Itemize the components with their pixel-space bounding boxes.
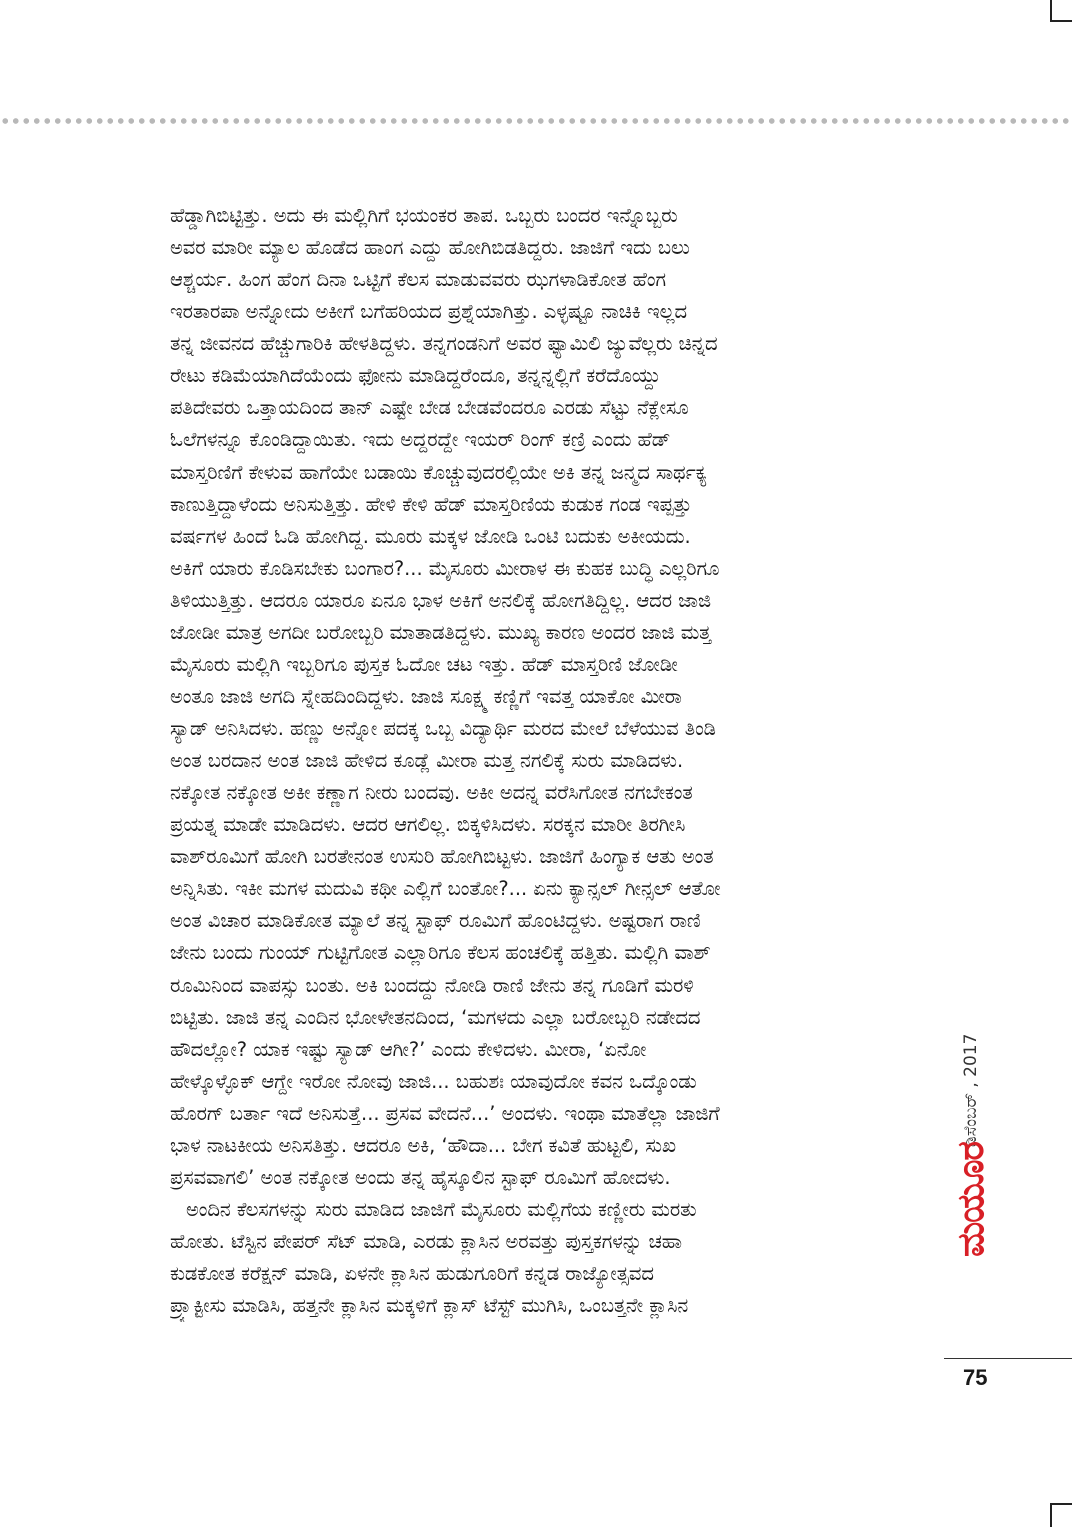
article-line: ಹೊರಗ್ ಬರ್ತಾ ಇದೆ ಅನಿಸುತ್ತೆ... ಪ್ರಸವ ವೇದನೆ...’ ಅಂದಳು. ಇಂಥಾ ಮಾತೆಲ್ಲಾ ಜಾಜಿಗೆ — [170, 1101, 720, 1125]
article-line: ಮೈಸೂರು ಮಲ್ಲಿಗಿ ಇಬ್ಬರಿಗೂ ಪುಸ್ತಕ ಓದೋ ಚಟ ಇತ್ತು. ಹೆಡ್ ಮಾಸ್ತರಿಣಿ ಜೋಡೀ — [170, 652, 678, 676]
article-line: ತಿಳಿಯುತ್ತಿತ್ತು. ಆದರೂ ಯಾರೂ ಏನೂ ಭಾಳ ಅಕಿಗೆ ಅನಲಿಕ್ಕೆ ಹೋಗತಿದ್ದಿಲ್ಲ. ಆದರ ಜಾಜಿ — [170, 588, 712, 612]
article-line: ರೇಟು ಕಡಿಮೆಯಾಗಿದೆಯೆಂದು ಫೋನು ಮಾಡಿದ್ದರೆಂದೂ, ತನ್ನನ್ನಲ್ಲಿಗೆ ಕರೆದೊಯ್ದು — [170, 364, 661, 388]
article-line: ಪ್ರಸವವಾಗಲಿ’ ಅಂತ ನಕ್ಕೋತ ಅಂದು ತನ್ನ ಹೈಸ್ಕೂಲಿನ ಸ್ಟಾಫ್ ರೂಮಿಗೆ ಹೋದಳು. — [170, 1165, 671, 1189]
article-line: ಹೆಡ್ಡಾಗಿಬಿಟ್ಟಿತ್ತು. ಅದು ಈ ಮಲ್ಲಿಗಿಗೆ ಭಯಂಕರ ತಾಪ. ಒಬ್ಬರು ಬಂದರ ಇನ್ನೊಬ್ಬರು — [170, 204, 678, 227]
issue-date: ಡಿಸೆಂಬರ್ , 2017 — [961, 1033, 981, 1147]
article-line: ರೂಮಿನಿಂದ ವಾಪಸ್ಸು ಬಂತು. ಅಕಿ ಬಂದದ್ದು ನೋಡಿ ರಾಣಿ ಜೇನು ತನ್ನ ಗೂಡಿಗೆ ಮರಳಿ — [170, 973, 694, 997]
page-number: 75 — [963, 1365, 988, 1390]
article-line: ತನ್ನ ಜೀವನದ ಹೆಚ್ಚುಗಾರಿಕಿ ಹೇಳತಿದ್ದಳು. ತನ್ನಗಂಡನಿಗೆ ಅವರ ಫ್ಯಾಮಿಲಿ ಜ್ಯುವೆಲ್ಲರು ಚಿನ್ನದ — [170, 332, 718, 356]
article-line: ಅಂತೂ ಜಾಜಿ ಅಗದಿ ಸ್ನೇಹದಿಂದಿದ್ದಳು. ಜಾಜಿ ಸೂಕ್ಷ್ಮ ಕಣ್ಣಿಗೆ ಇವತ್ತ ಯಾಕೋ ಮೀರಾ — [170, 684, 682, 708]
article-line: ಮಾಸ್ತರಿಣಿಗೆ ಕೇಳುವ ಹಾಗೆಯೇ ಬಡಾಯಿ ಕೊಚ್ಚುವುದರಲ್ಲಿಯೇ ಅಕಿ ತನ್ನ ಜನ್ಮದ ಸಾರ್ಥಕ್ಯ — [170, 460, 708, 484]
article-line: ಓಲೆಗಳನ್ನೂ ಕೊಂಡಿದ್ದಾಯಿತು. ಇದು ಅದ್ದರದ್ದೇ ಇಯರ್ ರಿಂಗ್ ಕಣ್ರಿ ಎಂದು ಹೆಡ್ — [170, 428, 671, 452]
article-line: ಬಿಟ್ಟಿತು. ಜಾಜಿ ತನ್ನ ಎಂದಿನ ಭೋಳೇತನದಿಂದ, ‘ಮಗಳದು ಎಲ್ಲಾ ಬರೋಬ್ಬರಿ ನಡೇದದ — [170, 1005, 701, 1029]
article-line: ಪತಿದೇವರು ಒತ್ತಾಯದಿಂದ ತಾನ್ ಎಷ್ಟೇ ಬೇಡ ಬೇಡವೆಂದರೂ ಎರಡು ಸೆಟ್ಟು ನೆಕ್ಲೇಸೂ — [170, 396, 689, 420]
article-body — [170, 200, 920, 1322]
article-line: ಕುಡಕೋತ ಕರೆಕ್ಷನ್ ಮಾಡಿ, ಏಳನೇ ಕ್ಲಾಸಿನ ಹುಡುಗೂರಿಗೆ ಕನ್ನಡ ರಾಜ್ಯೋತ್ಸವದ — [170, 1262, 654, 1286]
article-line: ಭಾಳ ನಾಟಕೀಯ ಅನಿಸತಿತ್ತು. ಆದರೂ ಅಕಿ, ‘ಹೌದಾ... ಬೇಗ ಕವಿತೆ ಹುಟ್ಟಲಿ, ಸುಖ — [170, 1133, 676, 1157]
article-line: ಪ್ರ್ಯಾಕ್ಟೀಸು ಮಾಡಿಸಿ, ಹತ್ತನೇ ಕ್ಲಾಸಿನ ಮಕ್ಕಳಿಗೆ ಕ್ಲಾಸ್ ಟೆಸ್ಟ್ ಮುಗಿಸಿ, ಒಂಬತ್ತನೇ ಕ್ಲಾಸಿನ — [170, 1294, 689, 1318]
article-line: ಅವರ ಮಾರೀ ಮ್ಯಾಲ ಹೊಡೆದ ಹಾಂಗ ಎದ್ದು ಹೋಗಿಬಿಡತಿದ್ದರು. ಜಾಜಿಗೆ ಇದು ಬಲು — [170, 236, 690, 260]
page-number-rule — [944, 1358, 1072, 1359]
article-line: ನಕ್ಕೋತ ನಕ್ಕೋತ ಅಕೀ ಕಣ್ಣಾಗ ನೀರು ಬಂದವು. ಅಕೀ ಅದನ್ನ ವರೆಸಿಗೋತ ನಗಬೇಕಂತ — [170, 781, 693, 805]
article-line: ಅನ್ನಿಸಿತು. ಇಕೀ ಮಗಳ ಮದುವಿ ಕಥೀ ಎಲ್ಲಿಗೆ ಬಂತೋ?... ಏನು ಕ್ಯಾನ್ಸಲ್ ಗೀನ್ಸಲ್ ಆತೋ — [170, 877, 721, 901]
crop-mark-top — [1050, 0, 1072, 22]
article-line: ವರ್ಷಗಳ ಹಿಂದೆ ಓಡಿ ಹೋಗಿದ್ದ. ಮೂರು ಮಕ್ಕಳ ಜೋಡಿ ಒಂಟಿ ಬದುಕು ಅಕೀಯದು. — [170, 524, 691, 548]
article-line: ಹೋತು. ಟೆಸ್ಟಿನ ಪೇಪರ್ ಸೆಟ್ ಮಾಡಿ, ಎರಡು ಕ್ಲಾಸಿನ ಅರವತ್ತು ಪುಸ್ತಕಗಳನ್ನು ಚಹಾ — [170, 1230, 683, 1253]
article-line: ಹೇಳ್ಕೊಳ್ಳೊಕ್ ಆಗ್ದೇ ಇರೋ ನೋವು ಜಾಜಿ... ಬಹುಶಃ ಯಾವುದೋ ಕವನ ಒದ್ಕೊಂಡು — [170, 1069, 697, 1093]
paragraph-start-line: ಅಂದಿನ ಕೆಲಸಗಳನ್ನು ಸುರು ಮಾಡಿದ ಜಾಜಿಗೆ ಮೈಸೂರು ಮಲ್ಲಿಗೆಯ ಕಣ್ಣೀರು ಮರತು — [186, 1197, 697, 1221]
article-line: ಪ್ರಯತ್ನ ಮಾಡೇ ಮಾಡಿದಳು. ಆದರ ಆಗಲಿಲ್ಲ. ಬಿಕ್ಕಳಿಸಿದಳು. ಸರಕ್ಕನ ಮಾರೀ ತಿರಗೀಸಿ — [170, 813, 686, 837]
article-line: ಕಾಣುತ್ತಿದ್ದಾಳೆಂದು ಅನಿಸುತ್ತಿತ್ತು. ಹೇಳಿ ಕೇಳಿ ಹೆಡ್ ಮಾಸ್ತರಿಣಿಯ ಕುಡುಕ ಗಂಡ ಇಪ್ಪತ್ತು — [170, 492, 692, 516]
article-line: ಅಂತ ಬರದಾನ ಅಂತ ಜಾಜಿ ಹೇಳಿದ ಕೂಡ್ಲೆ ಮೀರಾ ಮತ್ತ ನಗಲಿಕ್ಕೆ ಸುರು ಮಾಡಿದಳು. — [170, 749, 684, 773]
article-line: ಅಕಿಗೆ ಯಾರು ಕೊಡಿಸಬೇಕು ಬಂಗಾರ?... ಮೈಸೂರು ಮೀರಾಳ ಈ ಕುಹಕ ಬುದ್ಧಿ ಎಲ್ಲರಿಗೂ — [170, 556, 720, 580]
article-line: ಹೌದಲ್ಲೋ? ಯಾಕ ಇಷ್ಟು ಸ್ಯಾಡ್ ಆಗೀ?’ ಎಂದು ಕೇಳಿದಳು. ಮೀರಾ, ‘ಏನೋ — [170, 1037, 647, 1061]
article-line: ವಾಶ್‌ರೂಮಿಗೆ ಹೋಗಿ ಬರತೇನಂತ ಉಸುರಿ ಹೋಗಿಬಿಟ್ಟಳು. ಜಾಜಿಗೆ ಹಿಂಗ್ಯಾಕ ಆತು ಅಂತ — [170, 845, 714, 869]
article-line: ಜೇನು ಬಂದು ಗುಂಯ್ ಗುಟ್ಟಿಗೋತ ಎಲ್ಲಾರಿಗೂ ಕೆಲಸ ಹಂಚಲಿಕ್ಕೆ ಹತ್ತಿತು. ಮಲ್ಲಿಗಿ ವಾಶ್ — [170, 941, 711, 965]
article-line: ಸ್ಯಾಡ್ ಅನಿಸಿದಳು. ಹಣ್ಣು ಅನ್ನೋ ಪದಕ್ಕ ಒಬ್ಬ ವಿದ್ಯಾರ್ಥಿ ಮರದ ಮೇಲೆ ಬೆಳೆಯುವ ತಿಂಡಿ — [170, 717, 716, 740]
article-line: ಜೋಡೀ ಮಾತ್ರ ಅಗದೀ ಬರೋಬ್ಬರಿ ಮಾತಾಡತಿದ್ದಳು. ಮುಖ್ಯ ಕಾರಣ ಅಂದರ ಜಾಜಿ ಮತ್ತ — [170, 620, 712, 644]
magazine-logo: ಮಯೂರ — [949, 1142, 992, 1257]
article-line: ಆಶ್ಚರ್ಯ. ಹಿಂಗ ಹೆಂಗ ದಿನಾ ಒಟ್ಟಿಗೆ ಕೆಲಸ ಮಾಡುವವರು ಝಗಳಾಡಿಕೋತ ಹೆಂಗ — [170, 268, 666, 292]
article-line: ಅಂತ ವಿಚಾರ ಮಾಡಿಕೋತ ಮ್ಯಾಲೆ ತನ್ನ ಸ್ಟಾಫ್ ರೂಮಿಗೆ ಹೊಂಟಿದ್ದಳು. ಅಷ್ಟರಾಗ ರಾಣಿ — [170, 909, 701, 933]
article-line: ಇರತಾರಪಾ ಅನ್ನೋದು ಅಕೀಗೆ ಬಗೆಹರಿಯದ ಪ್ರಶ್ನೆಯಾಗಿತ್ತು. ಎಳ್ಳಷ್ಟೂ ನಾಚಿಕಿ ಇಲ್ಲದ — [170, 300, 687, 324]
dotted-separator — [0, 117, 1072, 125]
crop-mark-bottom — [1050, 1503, 1072, 1527]
